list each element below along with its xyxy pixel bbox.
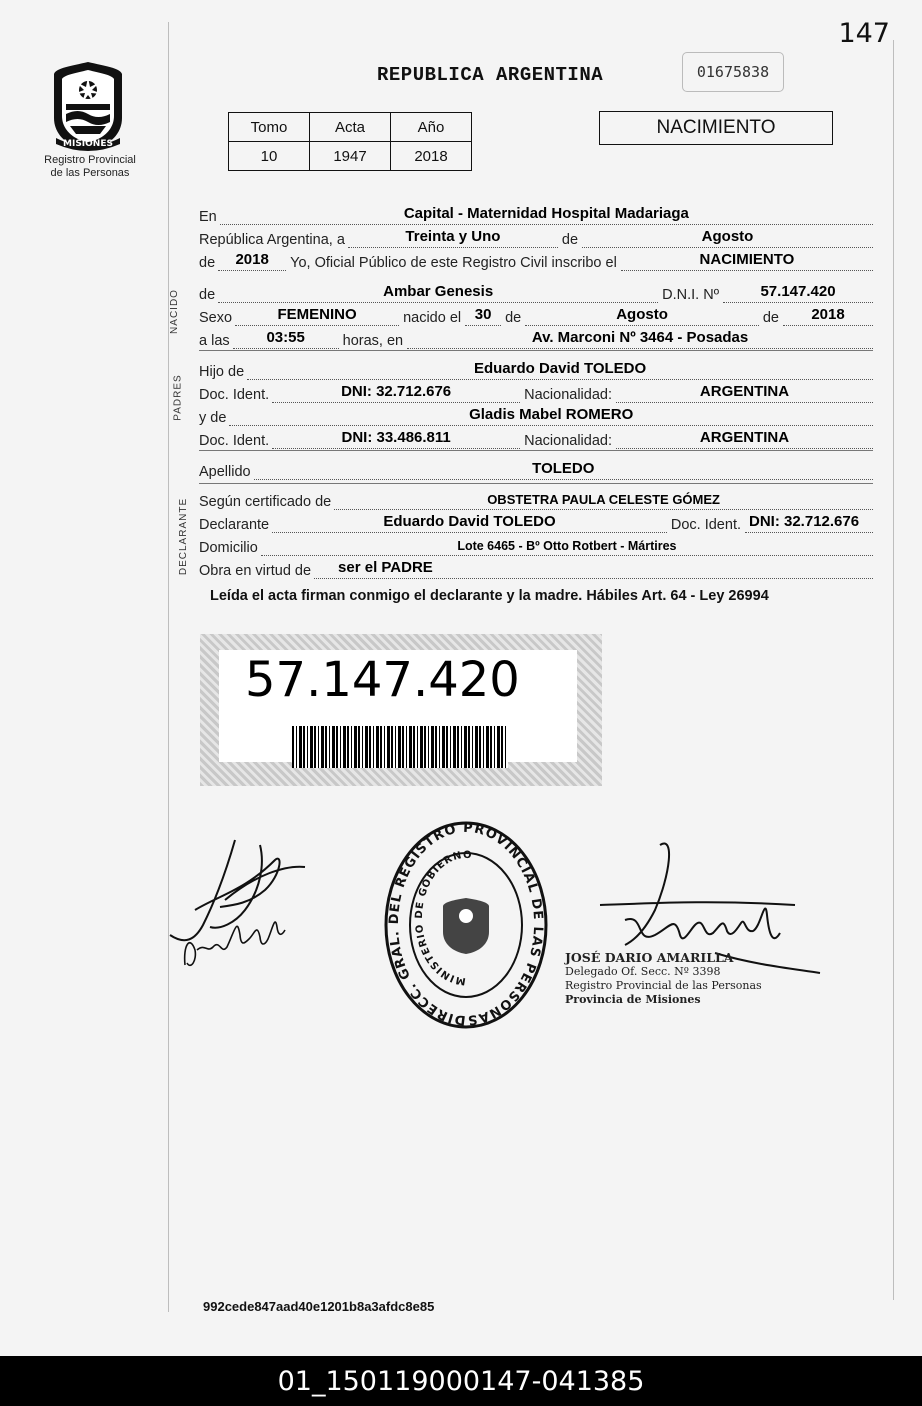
father-doc-field	[272, 382, 520, 403]
apellido-value: TOLEDO	[532, 460, 595, 477]
registry-line-2: de las Personas	[50, 167, 130, 179]
cert-field	[334, 489, 873, 510]
section-divider-2	[199, 450, 873, 451]
act-field	[621, 250, 873, 271]
mother-doc-row	[199, 429, 873, 449]
birth-place-field	[407, 328, 873, 349]
domicilio-value: Lote 6465 - Bº Otto Rotbert - Mártires	[457, 539, 677, 553]
father-doc-row	[199, 383, 873, 403]
sexo-value: FEMENINO	[277, 306, 357, 323]
footer-code-bar	[0, 1356, 922, 1406]
year-field	[218, 250, 286, 271]
father-doc: DNI: 32.712.676	[341, 383, 452, 400]
day-words-field	[348, 227, 558, 248]
document-title: REPUBLICA ARGENTINA	[377, 64, 604, 86]
month-value: Agosto	[701, 228, 754, 245]
section-divider-1	[199, 350, 873, 351]
mother-nationality: ARGENTINA	[699, 429, 790, 446]
hijo-de-label: Hijo de	[199, 364, 245, 380]
right-margin-line	[893, 40, 894, 1300]
tomo-header: Tomo	[229, 113, 310, 142]
act-value: NACIMIENTO	[699, 251, 795, 268]
de-year-label: de	[199, 255, 216, 271]
sexo-label: Sexo	[199, 310, 233, 326]
tomo-acta-ano-table	[228, 112, 472, 171]
yo-label: Yo, Oficial Público de este Registro Civil inscribo el	[290, 255, 617, 271]
year-value: 2018	[235, 251, 269, 268]
serial-number: 01675838	[682, 52, 784, 92]
cert-label: Según certificado de	[199, 494, 332, 510]
declarante-label: Declarante	[199, 517, 270, 533]
dni-label: D.N.I. Nº	[662, 287, 719, 303]
seal-outer-text: DIRECC. GRAL. DEL REGISTRO PROVINCIAL DE LAS PERSONAS	[386, 820, 546, 1028]
domicilio-label: Domicilio	[199, 540, 258, 556]
apellido-field	[254, 459, 873, 480]
birth-year: 2018	[811, 306, 845, 323]
en-field	[220, 204, 873, 225]
domicilio-row	[199, 536, 873, 556]
official-registry: Registro Provincial de las Personas	[565, 979, 762, 992]
mother-doc-label: Doc. Ident.	[199, 433, 270, 449]
ano-value: 2018	[391, 142, 472, 171]
a-las-label: a las	[199, 333, 230, 349]
mother-row	[199, 406, 873, 426]
obra-field	[314, 558, 873, 579]
father-nat-field	[616, 382, 873, 403]
cert-row	[199, 490, 873, 510]
dni-sticker-number: 57.147.420	[245, 652, 520, 708]
official-name-block	[565, 951, 762, 1007]
birth-year-field	[783, 305, 873, 326]
mother-nat-field	[616, 428, 873, 449]
father-nat-label: Nacionalidad:	[524, 387, 612, 403]
de-month-label: de	[505, 310, 522, 326]
closing-statement: Leída el acta firman conmigo el declarante y la madre. Hábiles Art. 64 - Ley 26994	[210, 588, 769, 604]
place-row	[199, 205, 873, 225]
month-field	[582, 227, 873, 248]
mother-field	[229, 405, 873, 426]
padres-section-label: PADRES	[172, 374, 184, 421]
declarante-section-label: DECLARANTE	[178, 497, 190, 576]
acta-header: Acta	[310, 113, 391, 142]
birth-day: 30	[474, 306, 492, 323]
declarante-doc: DNI: 32.712.676	[749, 513, 860, 530]
en-label: En	[199, 209, 217, 225]
birth-month-field	[525, 305, 759, 326]
barcode	[292, 726, 508, 768]
registry-caption	[30, 154, 150, 180]
ano-header: Año	[391, 113, 472, 142]
day-words-value: Treinta y Uno	[405, 228, 501, 245]
seal-inner-text: MINISTERIO DE GOBIERNO	[413, 849, 473, 987]
official-seal	[383, 820, 549, 1030]
official-role: Delegado Of. Secc. Nº 3398	[565, 965, 721, 978]
dni-sticker	[200, 634, 602, 786]
father-name: Eduardo David TOLEDO	[473, 360, 647, 377]
time-field	[233, 328, 339, 349]
name-row	[199, 283, 873, 303]
registry-line-1: Registro Provincial	[44, 154, 136, 166]
dni-sticker-inner	[219, 650, 577, 762]
de-label: de	[561, 232, 579, 248]
child-dni: 57.147.420	[760, 283, 836, 300]
document-hash: 992cede847aad40e1201b8a3afdc8e85	[203, 1299, 435, 1314]
section-divider-3	[199, 483, 873, 484]
name-field	[218, 282, 658, 303]
birth-day-field	[465, 305, 501, 326]
left-margin-line	[168, 22, 169, 1312]
y-de-label: y de	[199, 410, 227, 426]
dni-field	[723, 282, 873, 303]
mother-doc: DNI: 33.486.811	[341, 429, 451, 446]
birth-time: 03:55	[266, 329, 305, 346]
cert-value: OBSTETRA PAULA CELESTE GÓMEZ	[487, 492, 720, 507]
child-name: Ambar Genesis	[383, 283, 494, 300]
mother-nat-label: Nacionalidad:	[524, 433, 612, 449]
mother-doc-field	[272, 428, 520, 449]
official-name: JOSÉ DARIO AMARILLA	[565, 950, 734, 965]
date-row	[199, 228, 873, 248]
de-name-label: de	[199, 287, 216, 303]
domicilio-field	[261, 535, 873, 556]
father-nationality: ARGENTINA	[699, 383, 790, 400]
provincial-coat-of-arms-logo	[50, 60, 126, 152]
sex-row	[199, 306, 873, 326]
official-province: Provincia de Misiones	[565, 993, 701, 1006]
mother-name: Gladis Mabel ROMERO	[469, 406, 634, 423]
declarante-doc-field	[745, 512, 873, 533]
declarante-doc-label: Doc. Ident.	[670, 517, 741, 533]
svg-text:MISIONES: MISIONES	[63, 139, 113, 149]
nacido-el-label: nacido el	[403, 310, 462, 326]
record-type-box: NACIMIENTO	[599, 111, 833, 145]
acta-value: 1947	[310, 142, 391, 171]
father-row	[199, 360, 873, 380]
tomo-value: 10	[229, 142, 310, 171]
birth-place: Av. Marconi Nº 3464 - Posadas	[531, 329, 749, 346]
declarante-field	[272, 512, 667, 533]
apellido-row	[199, 460, 873, 480]
father-doc-label: Doc. Ident.	[199, 387, 270, 403]
horas-label: horas, en	[342, 333, 404, 349]
apellido-label: Apellido	[199, 464, 251, 480]
sexo-field	[235, 305, 399, 326]
page-number: 147	[838, 18, 890, 49]
declarant-row	[199, 513, 873, 533]
declarante-name: Eduardo David TOLEDO	[383, 513, 556, 530]
obra-row	[199, 559, 873, 579]
obra-value: ser el PADRE	[338, 559, 433, 576]
republica-label: República Argentina, a	[199, 232, 345, 248]
obra-label: Obra en virtud de	[199, 563, 312, 579]
place-value: Capital - Maternidad Hospital Madariaga	[403, 205, 689, 222]
year-row	[199, 251, 873, 271]
time-row	[199, 329, 873, 349]
nacido-section-label: NACIDO	[168, 289, 180, 334]
birth-month: Agosto	[616, 306, 668, 323]
father-field	[247, 359, 873, 380]
de-year2-label: de	[762, 310, 779, 326]
declarant-signature	[165, 835, 310, 975]
footer-code: 01_150119000147-041385	[277, 1365, 645, 1397]
